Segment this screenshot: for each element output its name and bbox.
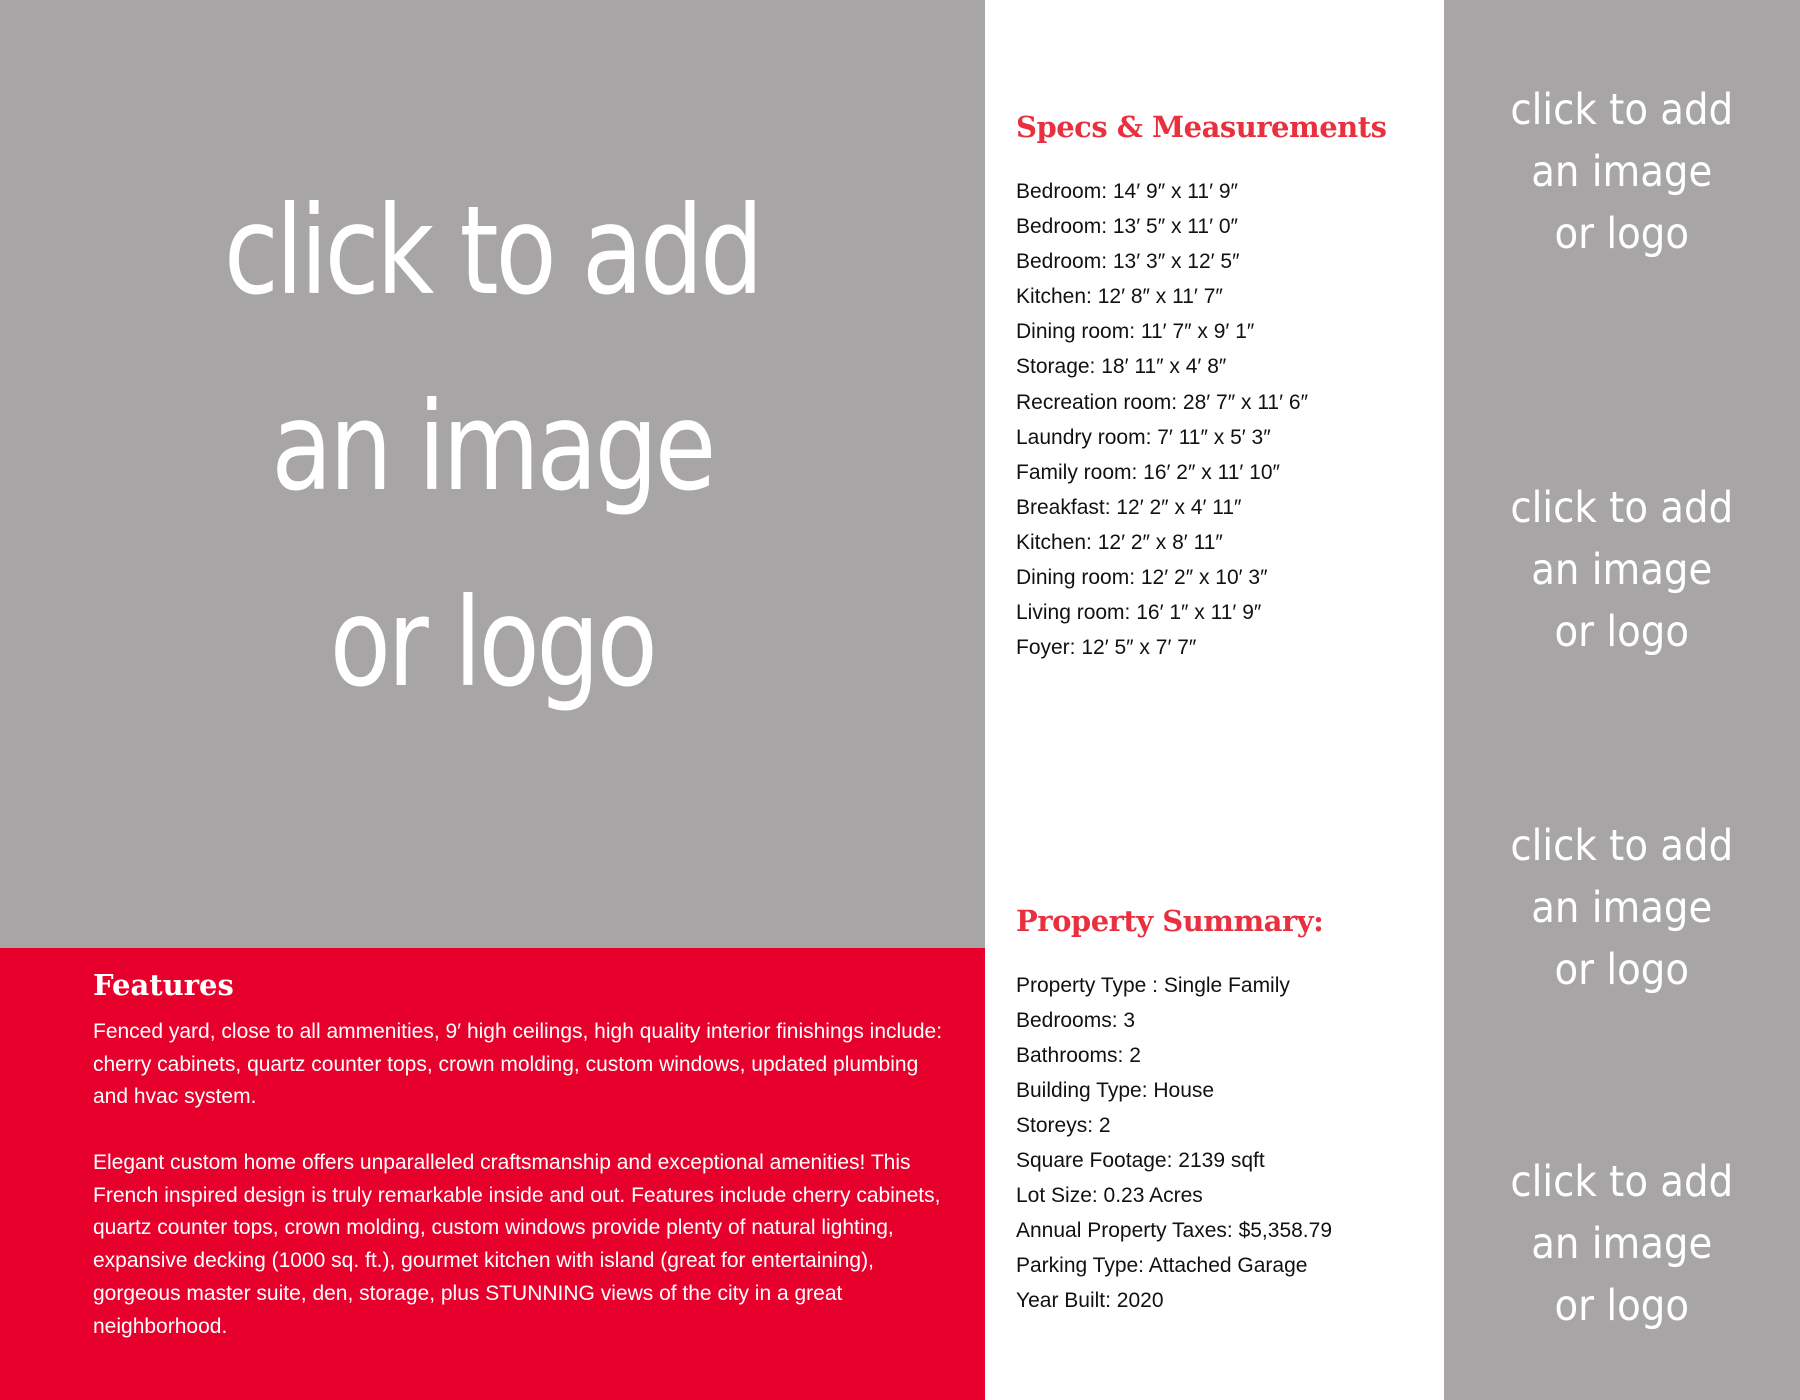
placeholder-line-1: click to add (1510, 85, 1734, 135)
features-paragraph-1: Fenced yard, close to all ammenities, 9′ high ceilings, high quality interior finishings include: cherry cabinets, quartz counter tops, crown molding, custom windows, updated plumbing and hvac system. (93, 1020, 943, 1109)
placeholder-line-3: or logo (330, 571, 655, 714)
spec-item: Kitchen: 12′ 2″ x 8′ 11″ (1016, 530, 1223, 554)
placeholder-line-2: an image (1531, 1219, 1713, 1269)
summary-item: Building Type: House (1016, 1079, 1215, 1102)
summary-item: Annual Property Taxes: $5,358.79 (1016, 1219, 1332, 1242)
placeholder-text (1511, 477, 1734, 663)
placeholder-text (1511, 1151, 1734, 1337)
hero-image-placeholder[interactable] (0, 0, 985, 948)
summary-item: Bathrooms: 2 (1016, 1044, 1141, 1067)
features-section (0, 948, 985, 1400)
summary-item: Bedrooms: 3 (1016, 1009, 1136, 1032)
placeholder-line-1: click to add (224, 179, 761, 322)
placeholder-line-3: or logo (1554, 1281, 1690, 1331)
spec-item: Family room: 16′ 2″ x 11′ 10″ (1016, 460, 1280, 484)
summary-item: Square Footage: 2139 sqft (1016, 1149, 1265, 1172)
spec-item: Laundry room: 7′ 11″ x 5′ 3″ (1016, 425, 1271, 449)
placeholder-line-1: click to add (1510, 821, 1734, 871)
features-paragraph-2: Elegant custom home offers unparalleled craftsmanship and exceptional amenities! This French inspired design is truly remarkable inside and out. Features include cherry cabinets, quartz counter tops, crown molding, custom windows provide plenty of natural lighting, expansive decking (1000 sq. ft.), gourmet kitchen with island (great for entertaining), gorgeous master suite, den, storage, plus STUNNING views of the city in a great neighborhood. (93, 1151, 941, 1338)
placeholder-line-1: click to add (1510, 1157, 1734, 1207)
side-image-placeholder-3[interactable] (1444, 798, 1800, 1018)
side-image-placeholder-1[interactable] (1444, 62, 1800, 282)
placeholder-line-3: or logo (1554, 607, 1690, 657)
side-image-placeholder-2[interactable] (1444, 460, 1800, 680)
placeholder-line-2: an image (1531, 147, 1713, 197)
placeholder-line-3: or logo (1554, 945, 1690, 995)
placeholder-line-2: an image (1531, 883, 1713, 933)
features-title: Features (93, 968, 234, 1002)
placeholder-line-2: an image (1531, 545, 1713, 595)
summary-heading: Property Summary: (1016, 904, 1324, 938)
placeholder-line-2: an image (271, 375, 714, 518)
placeholder-line-3: or logo (1554, 209, 1690, 259)
placeholder-line-1: click to add (1510, 483, 1734, 533)
spec-item: Recreation room: 28′ 7″ x 11′ 6″ (1016, 390, 1309, 414)
summary-item: Year Built: 2020 (1016, 1289, 1164, 1312)
spec-item: Breakfast: 12′ 2″ x 4′ 11″ (1016, 495, 1242, 519)
spec-item: Dining room: 11′ 7″ x 9′ 1″ (1016, 320, 1255, 344)
placeholder-text (224, 153, 761, 741)
summary-item: Lot Size: 0.23 Acres (1016, 1184, 1203, 1207)
summary-item: Storeys: 2 (1016, 1114, 1111, 1137)
spec-item: Kitchen: 12′ 8″ x 11′ 7″ (1016, 285, 1223, 309)
spec-item: Storage: 18′ 11″ x 4′ 8″ (1016, 355, 1227, 379)
specs-heading: Specs & Measurements (1016, 110, 1387, 144)
side-image-placeholder-4[interactable] (1444, 1134, 1800, 1354)
placeholder-text (1511, 79, 1734, 265)
spec-item: Living room: 16′ 1″ x 11′ 9″ (1016, 601, 1262, 625)
spec-item: Bedroom: 14′ 9″ x 11′ 9″ (1016, 180, 1238, 203)
specs-list (1016, 174, 1436, 665)
summary-item: Parking Type: Attached Garage (1016, 1254, 1308, 1277)
summary-list (1016, 968, 1436, 1318)
spec-item: Bedroom: 13′ 5″ x 11′ 0″ (1016, 215, 1238, 239)
spec-item: Bedroom: 13′ 3″ x 12′ 5″ (1016, 250, 1240, 274)
spec-item: Dining room: 12′ 2″ x 10′ 3″ (1016, 566, 1268, 590)
summary-item: Property Type : Single Family (1016, 974, 1290, 997)
spec-item: Foyer: 12′ 5″ x 7′ 7″ (1016, 636, 1197, 660)
placeholder-text (1511, 815, 1734, 1001)
